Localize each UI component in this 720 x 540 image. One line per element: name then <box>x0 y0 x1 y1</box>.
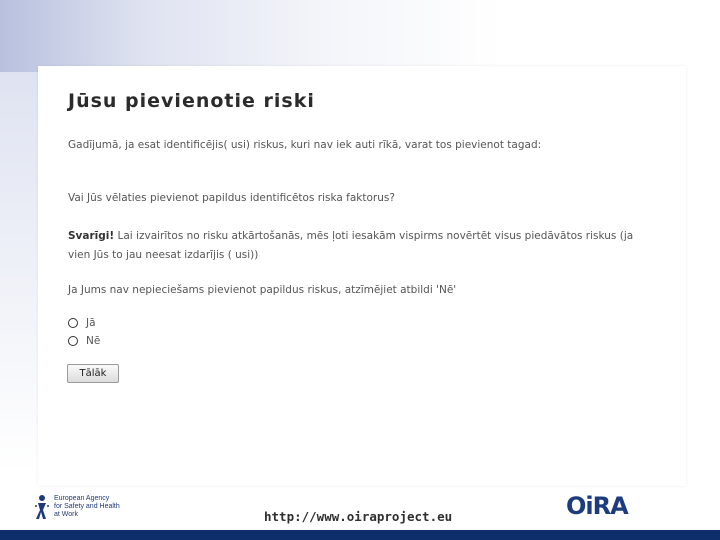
no-more-text: Ja Jums nav nepieciešams pievienot papildus riskus, atzīmējiet atbildi 'Nē' <box>68 284 457 296</box>
option-no-label: Nē <box>86 335 101 347</box>
footer-url[interactable]: http://www.oiraproject.eu <box>264 509 453 524</box>
oira-logo <box>566 492 628 520</box>
bottom-bar <box>0 530 720 540</box>
important-label: Svarīgi! <box>68 230 115 242</box>
important-text: Lai izvairītos no risku atkārtošanās, mēs ļoti iesakām vispirms novērtēt visus piedāvātos riskus (ja vien Jūs to jau neesat izdarījis ( usi)) <box>68 230 634 261</box>
header-gradient <box>0 0 720 72</box>
oira-logo-text: OiRA <box>566 492 628 520</box>
option-yes[interactable] <box>68 316 96 330</box>
content-panel <box>38 66 686 486</box>
eu-agency-logo <box>34 494 124 520</box>
eu-agency-icon <box>34 494 50 520</box>
side-gradient <box>0 72 38 472</box>
page-title: Jūsu pievienotie riski <box>68 90 315 112</box>
option-yes-label: Jā <box>86 317 96 329</box>
radio-yes[interactable] <box>68 318 78 328</box>
radio-no[interactable] <box>68 336 78 346</box>
question-text: Vai Jūs vēlaties pievienot papildus identificētos riska faktorus? <box>68 192 395 204</box>
option-no[interactable] <box>68 334 100 348</box>
eu-agency-text: European Agency for Safety and Health at Work <box>54 495 120 518</box>
intro-text: Gadījumā, ja esat identificējis( usi) riskus, kuri nav iek auti rīkā, varat tos pievienot tagad: <box>68 139 542 151</box>
next-button[interactable]: Tālāk <box>67 364 119 383</box>
important-note <box>68 227 648 265</box>
